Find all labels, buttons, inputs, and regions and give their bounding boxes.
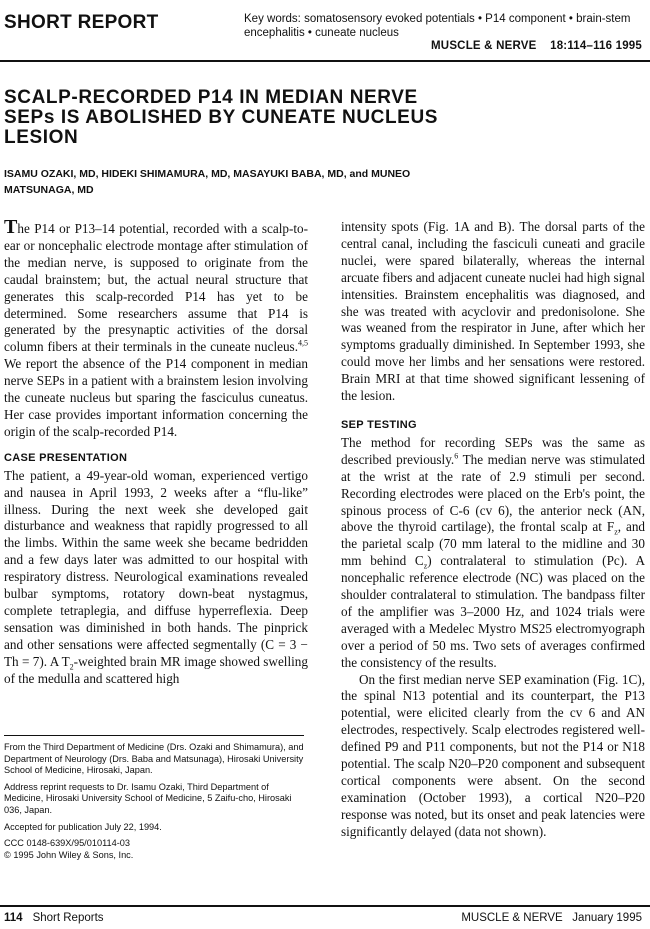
author-list: ISAMU OZAKI, MD, HIDEKI SHIMAMURA, MD, MASAYUKI BABA, MD, and MUNEO MATSUNAGA, MD [4, 168, 411, 196]
sep-paragraph-2: On the first median nerve SEP examination (Fig. 1C), the spinal N13 potential and its counterpart, the P13 potential, were elicited clearly from the cv 6 and AN electrodes, respectively. Scalp electrodes registered well-defined P9 and P11 components, but not the P14 or N18 potential. The scalp N20–P20 component and subsequent cortical components were absent. On the second examination (October 1993), a cortical N20–P20 response was noted, but its onset and peak latencies were significantly delayed (data not shown). [341, 671, 645, 839]
right-column [341, 219, 645, 841]
keywords: Key words: somatosensory evoked potentials • P14 component • brain-stem encephalitis • cuneate nucleus [244, 13, 631, 39]
reprint-note: Address reprint requests to Dr. Isamu Ozaki, Third Department of Medicine, Hirosaki University School of Medicine, 5 Zaifu-cho, Hirosaki 036, Japan. [4, 781, 292, 815]
sep-text-b: The median nerve was stimulated at the wrist at the rate of 2.9 stimuli per second. Recording electrodes were placed on the Erb's point, the spinous process of C-6 (cv 6), the anterior neck (AN, above the thyroid cartilage), the frontal scalp at F [341, 451, 645, 535]
citation: 18:114–116 1995 [550, 40, 642, 52]
header-rule [0, 60, 650, 62]
intro-text: he P14 or P13–14 potential, recorded with a scalp-to-ear or noncephalic electrode montage after stimulation of the median nerve, is supposed to originate from the caudal brainstem; but, the actual neural structure that generates this scalp-recorded P14 has yet to be determined. Some researchers assume that P14 is generated by the presynaptic activities of the dorsal column fibers at their terminals in the cuneate nucleus. [4, 221, 308, 355]
sep-text-a: The method for recording SEPs was the same as described previously. [341, 434, 645, 467]
journal-citation [431, 40, 642, 52]
section-heading-sep: SEP TESTING [341, 418, 417, 431]
sep-paragraph-1 [341, 435, 645, 672]
case-paragraph-cont: intensity spots (Fig. 1A and B). The dorsal parts of the central canal, including the fasciculi cuneati and gracile nuclei, were spared bilaterally, whereas the internal arcuate fibers and adjacent cuneate nuclei had high signal intensities. Brainstem encephalitis was diagnosed, and she was treated with acyclovir and predonisolone. She was weaned from the respirator in June, after which her symptoms gradually diminished. In September 1993, she could move her limbs and her sensations were restored. Brain MRI at that time showed significant lessening of the lesion. [341, 219, 645, 404]
journal-name: MUSCLE & NERVE [431, 40, 537, 52]
citation-ref: 6 [454, 451, 459, 461]
case-text-end: -weighted brain MR image showed swelling of the medulla and scattered high [4, 653, 308, 686]
accepted-note: Accepted for publication July 22, 1994. [4, 821, 162, 832]
section-heading-case: CASE PRESENTATION [4, 451, 128, 464]
page-footer-left [4, 912, 104, 924]
case-text: The patient, a 49-year-old woman, experienced vertigo and nausea in April 1993, 2 weeks after a “flu-like” illness. During the next week she developed gait disturbance and weakness that rapidly progressed to all the limbs. Within the same week she became bedridden and a few days later was admitted to our hospital with respiratory distress. Neurological examinations revealed bulbar symptoms, rotatory down-beat nystagmus, complete tetraplegia, and diffuse hyperreflexia. Deep sensation was diminished in both hands. The pinprick and other sensations were affected segmentally (C = 3 − Th = 7). A T [4, 467, 308, 669]
subscript: z [614, 528, 618, 538]
page-header [0, 8, 650, 58]
article-title: SCALP-RECORDED P14 IN MEDIAN NERVE SEPs IS ABOLISHED BY CUNEATE NUCLEUS LESION [4, 87, 439, 148]
subscript: z [423, 561, 428, 571]
citation-ref: 4,5 [298, 338, 308, 348]
intro-text-cont: We report the absence of the P14 component in median nerve SEPs in a patient with a brainstem lesion involving the cuneate nucleus but sparing the fasciculus cuneatus. Her case provides important information concerning the origin of the scalp-recorded P14. [4, 356, 308, 439]
sep-text-c: , and the parietal scalp (70 mm lateral to the midline and 30 mm behind C [341, 519, 646, 569]
page-number: 114 [4, 912, 23, 924]
affiliation-note: From the Third Department of Medicine (Drs. Ozaki and Shimamura), and Department of Neurology (Drs. Baba and Matsunaga), Hirosaki University School of Medicine, Hirosaki, Japan. [4, 742, 304, 776]
copyright-note: © 1995 John Wiley & Sons, Inc. [4, 849, 134, 860]
footer-section: Short Reports [32, 912, 104, 924]
subscript: 2 [69, 662, 74, 672]
case-paragraph [4, 468, 308, 688]
section-label: SHORT REPORT [4, 12, 159, 33]
intro-paragraph [4, 216, 308, 441]
footnotes [4, 742, 306, 866]
left-column [4, 216, 308, 687]
ccc-note: CCC 0148-639X/95/010114-03 [4, 838, 130, 849]
footer-rule [0, 905, 650, 907]
page-footer-right: MUSCLE & NERVE January 1995 [461, 912, 642, 924]
sep-text-d: ) contralateral to stimulation (Pc). A noncephalic reference electrode (NC) was placed on the shoulder contralateral to stimulation. The bandpass filter of the amplifier was 3–2000 Hz, and 1024 trials were averaged with a Medelec Mystro MS25 electromyograph over a period of 50 ms. Two sets of averages confirmed the consistency of the results. [341, 553, 645, 670]
footnote-rule [4, 735, 304, 736]
drop-cap: T [4, 216, 18, 238]
